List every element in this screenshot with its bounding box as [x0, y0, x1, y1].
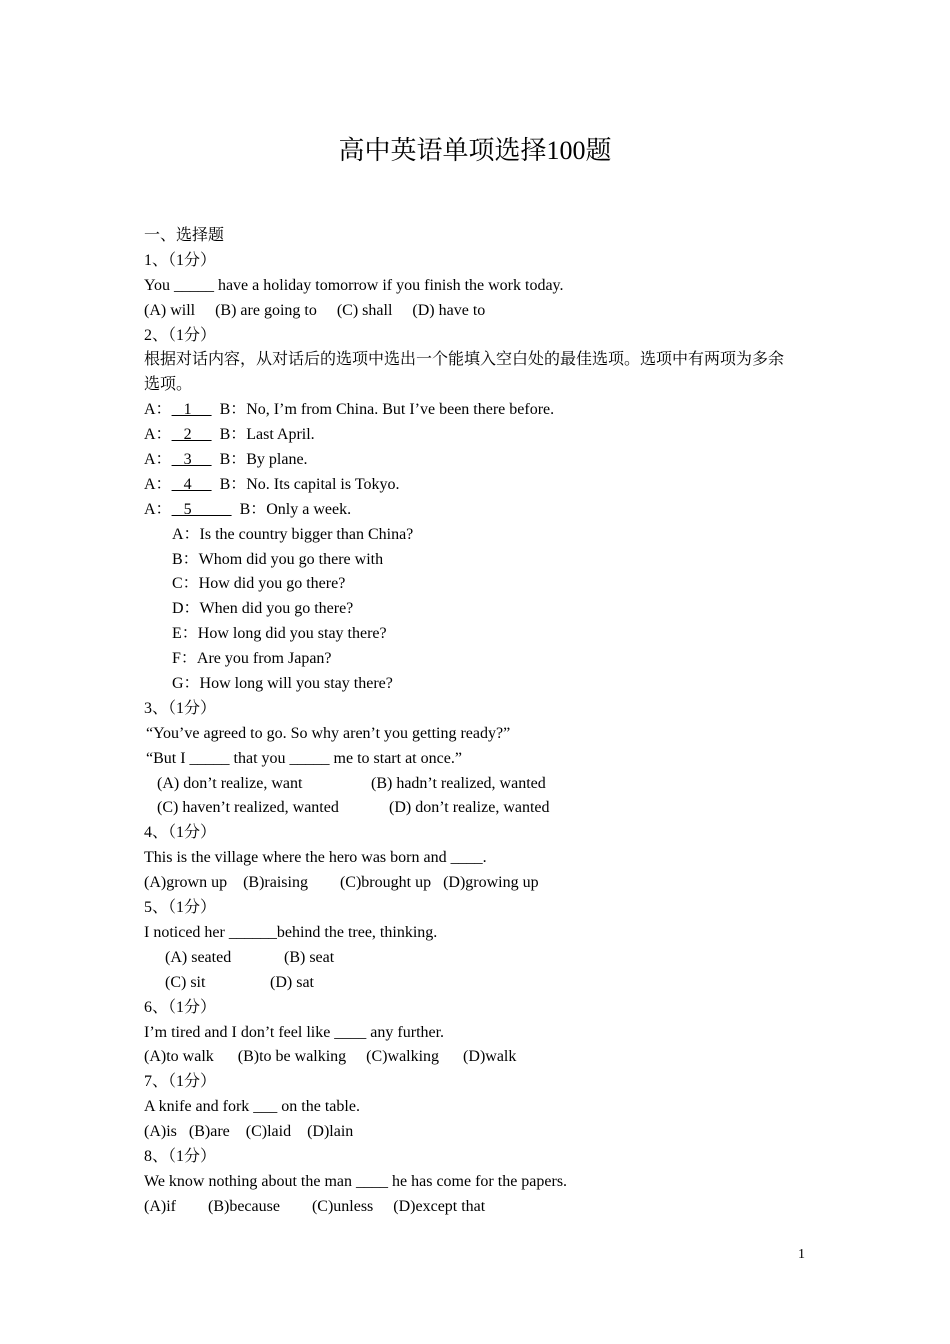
- dialogue-line: [144, 398, 814, 423]
- q6-options: (A)to walk (B)to be walking (C)walking (D)walk: [144, 1048, 517, 1066]
- dialogue-line: [144, 473, 814, 498]
- q4-heading: 4、（1分）: [144, 824, 217, 842]
- speaker-b-reply: B：By plane.: [211, 451, 308, 469]
- speaker-a: A：: [144, 426, 172, 444]
- speaker-b-reply: B：Only a week.: [231, 500, 352, 518]
- choice-item: A：Is the country bigger than China?: [172, 525, 414, 543]
- q3-options-cd: [144, 796, 814, 821]
- q6-stem: I’m tired and I don’t feel like ____ any further.: [144, 1023, 445, 1041]
- speaker-b-reply: B：No, I’m from China. But I’ve been there before.: [211, 401, 555, 419]
- q8-heading: 8、（1分）: [144, 1147, 217, 1165]
- answer-blank: 3: [171, 451, 212, 469]
- q1-heading: 1、（1分）: [144, 251, 217, 269]
- q4-stem: This is the village where the hero was born and ____.: [144, 849, 487, 867]
- option-c: (C) haven’t realized, wanted: [157, 799, 339, 817]
- dialogue-line: [144, 423, 814, 448]
- choice-item: E：How long did you stay there?: [172, 625, 387, 643]
- choice-item: G：How long will you stay there?: [172, 675, 393, 693]
- answer-blank: 2: [171, 426, 212, 444]
- page-number: 1: [798, 1247, 805, 1262]
- answer-blank: 4: [171, 475, 212, 493]
- q3-line-1: “You’ve agreed to go. So why aren’t you getting ready?”: [146, 724, 511, 742]
- q5-stem: I noticed her ______behind the tree, thinking.: [144, 923, 438, 941]
- option-a: (A) don’t realize, want: [157, 774, 303, 792]
- option-c: (C) sit: [165, 973, 206, 991]
- answer-blank: 5: [171, 500, 232, 518]
- section-heading: 一、选择题: [144, 227, 225, 244]
- speaker-b-reply: B：No. Its capital is Tokyo.: [211, 475, 400, 493]
- choice-item: B：Whom did you go there with: [172, 550, 384, 568]
- dialogue-line: [144, 498, 814, 523]
- q4-options: (A)grown up (B)raising (C)brought up (D)growing up: [144, 874, 539, 892]
- q1-stem: You _____ have a holiday tomorrow if you finish the work today.: [144, 276, 564, 294]
- q7-options: (A)is (B)are (C)laid (D)lain: [144, 1123, 354, 1141]
- option-a: (A) seated: [165, 948, 232, 966]
- question-content: [144, 224, 814, 1220]
- q5-heading: 5、（1分）: [144, 899, 217, 917]
- q2-heading: 2、（1分）: [144, 326, 217, 344]
- q1-options: (A) will (B) are going to (C) shall (D) have to: [144, 301, 486, 319]
- option-b: (B) seat: [284, 948, 335, 966]
- speaker-a: A：: [144, 451, 172, 469]
- q2-instruction-cont: 选项。: [144, 376, 193, 394]
- q8-stem: We know nothing about the man ____ he has come for the papers.: [144, 1172, 568, 1190]
- speaker-a: A：: [144, 475, 172, 493]
- option-d: (D) sat: [270, 973, 314, 991]
- speaker-a: A：: [144, 401, 172, 419]
- q5-options-ab: [144, 946, 814, 971]
- choice-item: C：How did you go there?: [172, 575, 346, 593]
- q7-heading: 7、（1分）: [144, 1073, 217, 1091]
- q3-heading: 3、（1分）: [144, 699, 217, 717]
- q8-options: (A)if (B)because (C)unless (D)except that: [144, 1197, 486, 1215]
- choice-item: D：When did you go there?: [172, 600, 354, 618]
- q7-stem: A knife and fork ___ on the table.: [144, 1098, 360, 1116]
- option-d: (D) don’t realize, wanted: [389, 799, 550, 817]
- choice-item: F：Are you from Japan?: [172, 650, 332, 668]
- answer-blank: 1: [171, 401, 212, 419]
- document-title: 高中英语单项选择100题: [338, 136, 612, 165]
- q3-line-2: “But I _____ that you _____ me to start at once.”: [146, 749, 462, 767]
- option-b: (B) hadn’t realized, wanted: [371, 774, 546, 792]
- q3-options-ab: [144, 772, 814, 797]
- speaker-a: A：: [144, 500, 172, 518]
- q2-instruction: 根据对话内容，从对话后的选项中选出一个能填入空白处的最佳选项。选项中有两项为多余: [144, 351, 785, 369]
- speaker-b-reply: B：Last April.: [211, 426, 315, 444]
- q6-heading: 6、（1分）: [144, 998, 217, 1016]
- dialogue-line: [144, 448, 814, 473]
- q5-options-cd: [144, 971, 814, 996]
